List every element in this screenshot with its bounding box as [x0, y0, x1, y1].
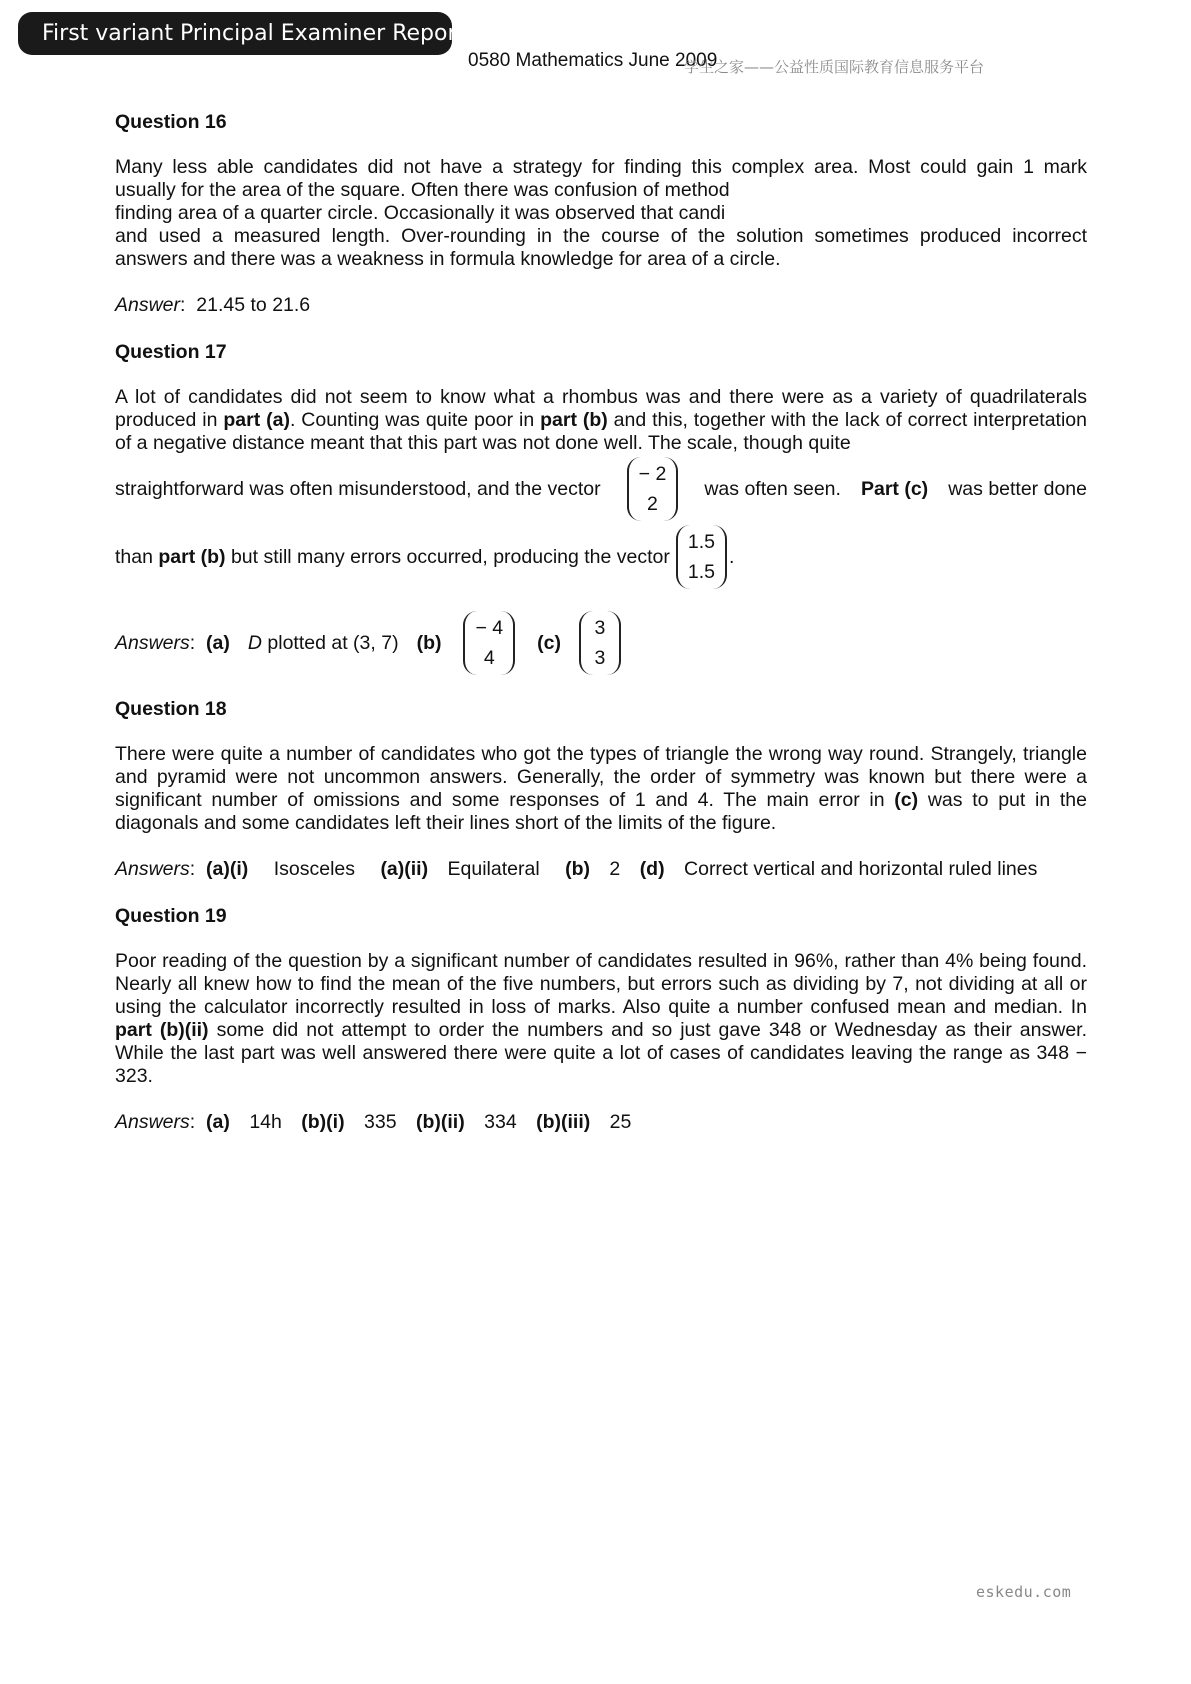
answer-value: 14h	[249, 1111, 282, 1133]
answer-part-label: (a)	[206, 631, 230, 654]
question-17-title: Question 17	[115, 341, 227, 363]
q17-part-ref: part (b)	[158, 545, 226, 568]
answer-part-label: (c)	[537, 631, 561, 654]
answer-value: plotted at (3, 7)	[267, 631, 399, 654]
answer-label: Answers	[115, 858, 190, 880]
question-19-title: Question 19	[115, 905, 227, 927]
q17-text-part: A lot of candidates did not seem to know what a rhombus was and there were as a variety of quadrilaterals produced in	[115, 386, 1087, 431]
q17-text-part: . Counting was quite poor in	[289, 409, 535, 431]
question-18-answer: Answers: (a)(i) Isosceles (a)(ii) Equilateral (b) 2 (d) Correct vertical and horizontal ruled lines	[115, 858, 1038, 880]
answer-part-label: (b)	[416, 631, 442, 654]
answer-label: Answer	[115, 294, 181, 316]
question-16-answer: Answer: 21.45 to 21.6	[115, 294, 311, 316]
answer-value: 25	[609, 1111, 632, 1133]
q17-part-ref: part (b)	[540, 409, 608, 431]
question-16-text	[115, 156, 1087, 271]
question-18-text	[115, 743, 1087, 835]
vector-bottom: 2	[647, 493, 658, 515]
answer-value: 334	[484, 1111, 517, 1133]
answer-part-label: (a)	[206, 1111, 230, 1133]
vector-top: − 4	[475, 617, 504, 639]
vector-top: − 2	[638, 463, 667, 485]
vector-top: 1.5	[687, 531, 716, 553]
q17-text-part: straightforward was often misunderstood, and the vector	[115, 477, 601, 500]
footer-watermark: eskedu.com	[976, 1583, 1072, 1601]
answer-part-label: (d)	[639, 858, 665, 880]
report-banner: First variant Principal Examiner Report	[18, 12, 452, 55]
vector-bottom: 3	[594, 647, 606, 669]
question-19-text	[115, 950, 1087, 1088]
answer-label: Answers	[115, 1111, 190, 1133]
answer-value: Equilateral	[447, 858, 540, 880]
vector-bottom: 4	[483, 647, 495, 669]
answer-label: Answers	[115, 631, 190, 654]
q16-line-2: usually for the area of the square. Often there was confusion of method	[115, 179, 730, 201]
answer-value: 21.45 to 21.6	[196, 294, 311, 316]
q18-text-part: was to put in the diagonals and some candidates left their lines short of the limits of the figure.	[115, 789, 1087, 834]
answer-point-name: D	[247, 631, 262, 654]
answer-part-label: (b)(i)	[301, 1111, 345, 1133]
q16-line-5: answers and there was a weakness in formula knowledge for area of a circle.	[115, 248, 781, 270]
vector-neg2-2	[627, 457, 679, 521]
question-18-title: Question 18	[115, 698, 227, 720]
q17-text-part: and this, together with the lack of correct interpretation of a negative distance meant that this part was not done well. The scale, though quite	[115, 409, 1087, 454]
q17-vector-line-2: than part (b) but still many errors occurred, producing the vector 1.5 1.5 .	[115, 525, 1087, 589]
answer-value: 2	[609, 858, 621, 880]
vector-top: 3	[594, 617, 606, 639]
q17-part-ref: part (a)	[223, 409, 290, 431]
question-17-text	[115, 386, 1087, 455]
course-title: 0580 Mathematics June 2009	[468, 50, 718, 71]
answer-value: Isosceles	[273, 858, 356, 880]
question-17-answer: Answers: (a) D plotted at (3, 7) (b) − 4 4 (c) 3 3	[115, 611, 1087, 675]
q17-text-part: than	[115, 545, 153, 568]
answer-part-label: (a)(ii)	[380, 858, 429, 880]
answer-part-label: (b)(ii)	[415, 1111, 465, 1133]
question-16-title: Question 16	[115, 111, 227, 133]
answer-vector-c	[579, 611, 621, 675]
q17-text-part: but still many errors occurred, producing the vector	[230, 545, 670, 568]
answer-part-label: (b)(iii)	[536, 1111, 591, 1133]
answer-vector-b	[463, 611, 515, 675]
vector-1-5-1-5	[676, 525, 727, 589]
answer-part-label: (a)(i)	[206, 858, 249, 880]
answer-value: Correct vertical and horizontal ruled lines	[684, 858, 1038, 880]
q18-text-part: There were quite a number of candidates who got the types of triangle the wrong way round. Strangely, triangle and pyramid were not uncommon answers. Generally, the order of symmetry was known but there were a significant number of omissions and some responses of 1 and 4. The main error in	[115, 743, 1087, 811]
q16-line-3: finding area of a quarter circle. Occasionally it was observed that candi	[115, 202, 726, 224]
q16-line-4: and used a measured length. Over-rounding in the course of the solution sometimes produced incorrect	[115, 225, 1087, 247]
vector-bottom: 1.5	[687, 561, 716, 583]
answer-value: 335	[364, 1111, 397, 1133]
q16-line-1: Many less able candidates did not have a strategy for finding this complex area. Most could gain 1 mark	[115, 156, 1087, 178]
answer-part-label: (b)	[565, 858, 590, 880]
q17-text-part: was better done	[948, 477, 1087, 500]
header-watermark: 学生之家——公益性质国际教育信息服务平台	[684, 58, 985, 76]
q19-text-part: Poor reading of the question by a significant number of candidates resulted in 96%, rather than 4% being found. Nearly all knew how to find the mean of the five numbers, but errors such as dividing by 7, not dividing at all or using the calculator incorrectly resulted in loss of marks. Also quite a number confused mean and median. In	[115, 950, 1087, 1018]
q18-part-ref: (c)	[894, 789, 919, 811]
report-body	[115, 110, 1087, 1157]
q19-part-ref: part (b)(ii)	[115, 1019, 209, 1041]
question-19-answer: Answers: (a) 14h (b)(i) 335 (b)(ii) 334 (b)(iii) 25	[115, 1111, 632, 1133]
q17-vector-line-1	[115, 457, 1087, 521]
q17-part-ref: Part (c)	[860, 477, 929, 500]
q19-text-part: some did not attempt to order the numbers and so just gave 348 or Wednesday as their answer. While the last part was well answered there were quite a lot of cases of candidates leaving the range as 348 − 323.	[115, 1019, 1088, 1087]
q17-text-part: was often seen.	[704, 477, 841, 500]
